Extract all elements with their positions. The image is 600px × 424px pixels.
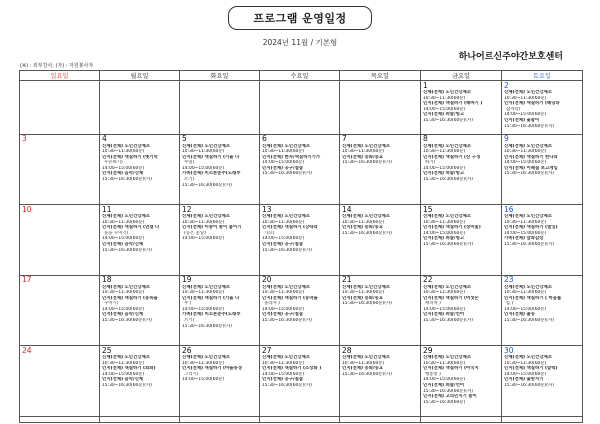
day-cell xyxy=(100,205,180,276)
weekday-header-row xyxy=(20,71,583,81)
weekday-saturday: 토요일 xyxy=(502,71,583,81)
program-name: 신체(전체) 노인건강체조 xyxy=(423,143,471,149)
program-name: 신체(전체) 노인건강체조 xyxy=(262,214,310,219)
day-cell xyxy=(20,81,100,135)
program-name: 신체(전체) 노인건강체조 xyxy=(342,143,390,149)
program-name: 인지(전체) 퍼즐/빙고 xyxy=(423,236,465,242)
program-name: 신체(전체) 노인건강체조 xyxy=(342,214,390,219)
program-name: 인지(전체) 윷놀이 xyxy=(504,117,540,123)
program-name: 인지(전체) 색칠하기 (벌잉) xyxy=(504,225,558,231)
program-name: 인지(전체) 색칠하기 한다라 xyxy=(504,154,558,160)
program-name: 신체(전체) 노인건강체조 xyxy=(182,284,230,290)
program-detail: 14:00~15:00(60분) xyxy=(102,306,145,312)
program-detail: 15:30~16:30(60분) xyxy=(423,399,466,405)
calendar-table xyxy=(19,70,583,423)
program-detail: 무잎) xyxy=(184,160,195,166)
program-detail: 15:30~16:30(60분)(자) xyxy=(262,382,312,388)
week-row xyxy=(20,346,583,417)
day-cell xyxy=(180,205,260,276)
program-name: 인지(전체) 공구/칠곱 xyxy=(262,312,304,318)
program-detail: 14:00~15:00(60분) xyxy=(182,236,225,242)
program-detail: 15:30~16:30(60분)(자) xyxy=(504,241,554,247)
calendar-body xyxy=(20,81,583,423)
program-detail: 행통통 ) xyxy=(425,371,441,377)
program-detail: 캐러차 ) xyxy=(425,301,441,307)
day-cell xyxy=(421,416,502,423)
program-name: 인지(전체) 색칠하기 ( 마음를 xyxy=(504,295,562,301)
program-detail: 15:30~16:30(60분)(자) xyxy=(102,247,152,253)
program-name: 인지(전체) 동화/동요 xyxy=(342,154,384,160)
day-number: 16 xyxy=(504,204,514,214)
day-cell xyxy=(180,81,260,135)
program-detail: 가요) xyxy=(264,230,275,236)
program-name: 신체(전체) 노인건강체조 xyxy=(102,214,150,219)
program-name: 인지(전체) 색칠하기 (마을풍경 xyxy=(182,366,242,372)
program-detail: 10:30~11:30(60분) xyxy=(504,95,547,101)
program-detail: 10:30~11:30(60분) xyxy=(182,360,225,366)
program-detail: 10:30~11:30(60분) xyxy=(102,290,145,296)
program-name: 인지(전체) 동화/동요 xyxy=(342,366,384,372)
day-number: 21 xyxy=(342,275,352,284)
program-name: 신체(전체) 노인건강체조 xyxy=(262,284,310,290)
program-name: 신체(전체) 노인건강체조 xyxy=(504,355,552,360)
program-detail: 14:00~15:00(60분) xyxy=(182,165,225,171)
week-row xyxy=(20,81,583,135)
program-detail: 15:30~16:30(60분)(자) xyxy=(182,323,232,329)
week-row xyxy=(20,275,583,346)
program-name: 인지(전체) 색칠하기 (동목을 xyxy=(102,295,158,301)
program-name: 신체(전체) 노인건강체조 xyxy=(102,284,150,290)
program-detail: 14:00~15:00(60분) xyxy=(423,306,466,312)
program-detail: 10:30~11:30(60분) xyxy=(423,149,466,155)
program-detail: 10:30~11:30(60분) xyxy=(262,219,305,225)
day-number: 18 xyxy=(102,275,112,284)
day-number: 25 xyxy=(102,345,112,355)
day-number: 13 xyxy=(262,204,272,214)
program-detail: 14:00~15:00(60분) xyxy=(504,306,547,312)
program-name: 신체(전체) 노인건강체조 xyxy=(423,214,471,219)
program-detail: 15:30~16:30(60분)(자) xyxy=(262,318,312,324)
program-detail: 14:00~15:00(60분) xyxy=(182,306,225,312)
weekday-tuesday: 화요일 xyxy=(180,71,260,81)
program-detail: 르기) xyxy=(184,318,195,324)
title-box xyxy=(228,6,372,30)
program-name: 인지(전체) 동화/동요 xyxy=(342,225,384,231)
program-name: 인지(전체) 색칠하기 (옛기억 xyxy=(102,154,158,160)
program-name: 인지(전체) 공구/칠곱 xyxy=(262,241,304,247)
program-detail: 14:00~15:00(60분) xyxy=(102,236,145,242)
program-name: 인지(전체) 색칠하기 (달력) xyxy=(504,366,558,372)
program-detail: 15:30~16:30(60분)(자) xyxy=(262,247,312,253)
day-number: 5 xyxy=(182,134,187,143)
program-name: 신체(전체) 노인건강체조 xyxy=(262,355,310,360)
program-name: 신체(전체) 노인건강체조 xyxy=(504,284,552,290)
program-detail: 10:30~11:30(60분) xyxy=(262,290,305,296)
program-detail: 10:30~11:30(60분) xyxy=(262,360,305,366)
program-detail: 14:00~15:00(60분) xyxy=(262,160,305,166)
program-name: 인지(전체) 색칠하기 (버섯돈 xyxy=(423,295,479,301)
program-name: 신체(전체) 노인건강체조 xyxy=(102,143,150,149)
program-name: 인지(전체) 색칠하기 (소상화 ) xyxy=(262,366,322,372)
day-cell xyxy=(502,416,583,423)
program-detail: 10:30~11:30(60분) xyxy=(262,149,305,155)
program-detail: 15:30~16:30(60분)(자) xyxy=(423,318,473,324)
day-cell xyxy=(421,205,502,276)
day-cell xyxy=(20,346,100,417)
day-number: 26 xyxy=(182,345,192,355)
week-row xyxy=(20,416,583,423)
day-number: 11 xyxy=(102,204,112,214)
program-detail: 10:30~11:30(60분) xyxy=(423,360,466,366)
day-cell xyxy=(180,346,260,417)
program-detail: 10:30~11:30(60분) xyxy=(342,149,385,155)
program-detail: 14:00~15:00(60분) xyxy=(182,377,225,383)
day-cell xyxy=(260,81,340,135)
day-number: 30 xyxy=(504,345,514,355)
day-number: 8 xyxy=(423,134,428,143)
day-number: 6 xyxy=(262,134,267,143)
program-detail: 잠자리) xyxy=(506,106,521,112)
program-detail: 14:00~15:00(60분) xyxy=(262,236,305,242)
program-detail: 10:30~11:30(60분) xyxy=(182,290,225,296)
program-detail: 10:30~11:30(60분) xyxy=(182,149,225,155)
day-cell xyxy=(340,346,421,417)
day-cell xyxy=(502,346,583,417)
program-detail: (동은 꽃잎) xyxy=(184,230,206,236)
program-detail: 15:30~16:30(60분)(자) xyxy=(504,171,554,177)
day-cell xyxy=(180,134,260,205)
program-name: 인지(전체) 공구/칠곱 xyxy=(262,377,304,383)
program-name: 인지(전체) 음악/신체 xyxy=(102,171,144,177)
program-name: 인지(전체) 색칠하기 (가을 나 xyxy=(182,295,240,301)
day-cell xyxy=(260,416,340,423)
day-cell xyxy=(340,416,421,423)
day-number: 20 xyxy=(262,275,272,284)
day-number: 7 xyxy=(342,134,347,143)
program-detail: 10:30~11:30(60분) xyxy=(182,219,225,225)
program-name: 신체(전체) 노인건강체조 xyxy=(504,214,552,219)
program-detail: 10:30~11:30(60분) xyxy=(423,290,466,296)
day-cell xyxy=(502,275,583,346)
program-name: 인지(전체) 색칠하기 (연결 나 xyxy=(102,225,160,231)
day-cell xyxy=(260,134,340,205)
day-cell xyxy=(502,205,583,276)
day-number: 17 xyxy=(22,275,32,284)
program-detail: 꾸미기) xyxy=(104,301,119,307)
program-name: 신체(전체) 노인건강체조 xyxy=(504,90,552,95)
center-name: 하나어르신주야간보호센터 xyxy=(458,52,563,62)
program-name: 신체(전체) 노인건강체조 xyxy=(182,355,230,360)
program-name: 인지(전체) 색칠하기 (강따라 xyxy=(262,225,318,231)
program-detail: 15:30~16:30(60분)(자) xyxy=(102,382,152,388)
program-name: 가족(전체) 앞화감상 xyxy=(504,236,544,242)
day-cell xyxy=(260,205,340,276)
page-title: 프로그램 운영일정 xyxy=(253,12,347,25)
program-detail: 15:30~16:30(60분)(자) xyxy=(342,301,392,307)
program-detail: 14:00~15:00(60분) xyxy=(262,306,305,312)
program-detail: 14:00~15:00(60분) xyxy=(504,230,547,236)
day-cell xyxy=(20,205,100,276)
day-number: 29 xyxy=(423,345,433,355)
program-detail: 15:30~16:30(60분)(자) xyxy=(423,241,473,247)
day-cell xyxy=(100,346,180,417)
program-detail: 10:30~11:30(60분) xyxy=(342,360,385,366)
program-name: 신체(전체) 노인건강체조 xyxy=(342,284,390,290)
program-name: 신체(전체) 노인건강체조 xyxy=(504,143,552,149)
program-name: 신체(전체) 노인건강체조 xyxy=(423,284,471,290)
program-name: 인지(전체) 음악/신체 xyxy=(102,312,144,318)
program-detail: 15:30~16:30(60분)(자) xyxy=(262,171,312,177)
day-cell xyxy=(260,346,340,417)
program-detail: 뭇을 꾸미기) xyxy=(104,230,129,236)
program-name: 인지(전체) 동화/동요 xyxy=(342,295,384,301)
program-detail: 10:30~11:30(60분) xyxy=(342,219,385,225)
program-name: 인지(전체) 음악/신체 xyxy=(102,241,144,247)
program-detail: 14:00~15:00(60분) xyxy=(504,160,547,166)
day-number: 22 xyxy=(423,275,433,284)
weekday-monday: 월요일 xyxy=(100,71,180,81)
program-detail: 15:30~16:30(60분)(자) xyxy=(102,177,152,183)
day-number: 23 xyxy=(504,275,514,284)
day-cell xyxy=(100,416,180,423)
program-detail: 10:30~11:30(60분) xyxy=(504,360,547,366)
program-detail: 하기) xyxy=(425,160,436,166)
program-detail: 15:30~16:30(60분)(자) xyxy=(504,318,554,324)
program-name: 인지(전체) 색칠하기 (해바기 ) xyxy=(423,101,483,107)
program-name: 인지(전체) 율동 xyxy=(504,312,535,318)
week-row xyxy=(20,205,583,276)
program-name: 인지(전체) 윷판지기 xyxy=(504,377,544,383)
day-number: 24 xyxy=(22,345,32,355)
program-detail: 우유하기) xyxy=(104,160,123,166)
program-detail: 올라서 ) xyxy=(264,301,280,307)
day-cell xyxy=(502,81,583,135)
weekday-thursday: 목요일 xyxy=(340,71,421,81)
program-name: 신체(전체) 노인건강체조 xyxy=(423,355,471,360)
program-detail: 14:00~15:00(60분) xyxy=(423,230,466,236)
program-name: 신체(전체) 노인건강체조 xyxy=(423,90,471,95)
program-name: 신체(전체) 노인건강체조 xyxy=(262,143,310,149)
day-number: 4 xyxy=(102,134,107,143)
day-cell xyxy=(100,275,180,346)
program-name: 인지(전체) 퍼즐/언어 xyxy=(423,312,465,318)
program-name: 가족(전체) 미소론준주(노래부 xyxy=(182,312,241,318)
program-detail: 15:30~16:30(60분)(자) xyxy=(342,230,392,236)
program-name: 인지(전체) 공구/칠곱 xyxy=(262,165,304,171)
day-cell xyxy=(100,81,180,135)
program-detail: 10:30~11:30(60분) xyxy=(423,95,466,101)
program-detail: 15:30~16:30(60분)(자) xyxy=(504,382,554,388)
day-number: 19 xyxy=(182,275,192,284)
program-detail: 15:30~16:30(60분)(자) xyxy=(423,388,473,394)
day-cell xyxy=(340,275,421,346)
day-cell xyxy=(340,134,421,205)
day-cell xyxy=(20,134,100,205)
program-detail: 10:30~11:30(60분) xyxy=(504,219,547,225)
day-cell xyxy=(421,346,502,417)
day-number: 10 xyxy=(22,204,32,214)
weekday-sunday: 일요일 xyxy=(20,71,100,81)
program-name: 인지(전체) 색칠하기 (회화) xyxy=(102,366,156,372)
weekday-wednesday: 수요일 xyxy=(260,71,340,81)
program-detail: 14:00~15:00(60분) xyxy=(262,371,305,377)
program-name: 인지(전체) 색칠하기 (가을 나 xyxy=(182,154,240,160)
program-detail: 그리기) xyxy=(184,371,199,377)
legend-note: (※) : 외부강사, (자) : 자원봉사자 xyxy=(20,63,94,69)
program-detail: 무 ) xyxy=(184,301,192,307)
day-number: 2 xyxy=(504,80,509,90)
program-detail: 15:30~16:30(60분)(자) xyxy=(423,177,473,183)
day-cell xyxy=(20,275,100,346)
program-detail: 14:00~15:00(60분) xyxy=(423,377,466,383)
day-number: 15 xyxy=(423,204,433,214)
program-name: 인지(전체) 퍼즐/빙고 xyxy=(423,171,465,177)
program-detail: 10:30~11:30(60분) xyxy=(102,360,145,366)
day-number: 9 xyxy=(504,134,509,143)
program-name: 인지(전체) 퍼즐/빙고 xyxy=(423,112,465,118)
program-name: 인지(전체) 색칠하기 (장미꽃) xyxy=(423,225,481,231)
program-name: 신체(전체) 노인건강체조 xyxy=(182,143,230,149)
program-name: 신체(전체) 노인건강체조 xyxy=(182,214,230,219)
program-detail: 15:30~16:30(60분)(자) xyxy=(342,371,392,377)
program-detail: 15:30~16:30(60분)(자) xyxy=(423,117,473,123)
day-cell xyxy=(20,416,100,423)
program-detail: 10:30~11:30(60분) xyxy=(504,149,547,155)
program-name: 인지(전체) 한자/색칠하기기가 xyxy=(262,154,321,160)
program-detail: 14:00~15:00(60분) xyxy=(504,112,547,118)
day-cell xyxy=(340,81,421,135)
program-detail: 14:00~15:00(60분) xyxy=(423,165,466,171)
day-number: 1 xyxy=(423,80,428,90)
program-name: 인지(전체) 이해질 보고게임 xyxy=(504,165,558,171)
program-detail: 14:00~15:00(60분) xyxy=(102,165,145,171)
day-cell xyxy=(340,205,421,276)
program-detail: 15:30~16:30(60분)(자) xyxy=(182,182,232,188)
day-number: 28 xyxy=(342,345,352,355)
day-number: 27 xyxy=(262,345,272,355)
program-detail: 르기) xyxy=(184,177,195,183)
program-detail: 10:30~11:30(60분) xyxy=(102,149,145,155)
program-detail: 15:30~16:30(60분)(자) xyxy=(342,160,392,166)
program-detail: 10:30~11:30(60분) xyxy=(504,290,547,296)
weekday-friday: 금요일 xyxy=(421,71,502,81)
program-name: 인지(전체) 고리던지기 놀이 xyxy=(423,394,477,400)
day-cell xyxy=(502,134,583,205)
program-name: 인지(전체) 음악/신체 xyxy=(102,377,144,383)
day-cell xyxy=(421,134,502,205)
program-name: 신체(전체) 노인건강체조 xyxy=(102,355,150,360)
program-detail: 15:30~16:30(60분)(자) xyxy=(504,123,554,129)
program-detail: 14:00~15:00(60분) xyxy=(504,371,547,377)
program-detail: 10:30~11:30(60분) xyxy=(423,219,466,225)
day-number: 3 xyxy=(22,134,27,143)
program-name: 인지(전체) 색칠하기 (동막을 xyxy=(262,295,318,301)
program-name: 인지(전체) 퍼즐/언어 xyxy=(423,382,465,388)
page-subtitle: 2024년 11월 / 기본형 xyxy=(262,38,338,47)
program-name: 가족(전체) 미소론준주(노래부 xyxy=(182,171,241,177)
day-cell xyxy=(421,275,502,346)
day-number: 12 xyxy=(182,204,192,214)
program-name: 인지(전체) 색칠하기 (해낭과 xyxy=(504,101,560,107)
program-name: 인지(전체) 이중이 통이 붙이기 xyxy=(182,225,242,231)
program-name: 인지(전체) 색칠하기 (아국지 xyxy=(423,366,479,372)
program-detail: 14:00~15:00(60분) xyxy=(423,106,466,112)
day-cell xyxy=(260,275,340,346)
program-detail: 를 ) xyxy=(506,301,514,307)
day-cell xyxy=(180,275,260,346)
program-name: 인지(전체) 색칠하기 (산 구경 xyxy=(423,154,481,160)
program-detail: 10:30~11:30(60분) xyxy=(342,290,385,296)
week-row xyxy=(20,134,583,205)
day-cell xyxy=(100,134,180,205)
program-detail: 15:30~16:30(60분)(자) xyxy=(102,318,152,324)
day-cell xyxy=(180,416,260,423)
day-number: 14 xyxy=(342,204,352,214)
program-name: 신체(전체) 노인건강체조 xyxy=(342,355,390,360)
program-detail: 10:30~11:30(60분) xyxy=(102,219,145,225)
program-detail: 14:00~15:00(60분) xyxy=(102,371,145,377)
day-cell xyxy=(421,81,502,135)
